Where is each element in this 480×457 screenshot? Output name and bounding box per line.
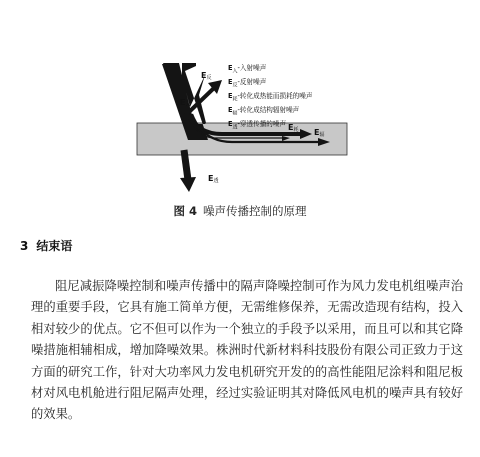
paragraph-line: 方面的研究工作，针对大功率风力发电机研究开发的的高性能阻尼涂料和阻尼板	[31, 364, 463, 379]
legend-symbol-sub: 透	[232, 123, 238, 130]
label-e-struct-sub: 辐	[319, 132, 325, 138]
paragraph-line: 噪措施相辅相成，增加降噪效果。株洲时代新材料科技股份有限公司正致力于这	[31, 343, 463, 358]
paragraph-line: 材对风电机舱进行阻尼隔声处理，经过实验证明其对降低风电机的噪声具有较好	[31, 386, 463, 401]
label-e-reflected	[201, 71, 211, 81]
label-e-transmitted-text: E	[208, 174, 214, 183]
legend-symbol: E	[228, 119, 233, 128]
paragraph-line: 的效果。	[31, 407, 81, 422]
legend-item	[228, 105, 312, 119]
label-e-struct	[314, 128, 324, 138]
paragraph-line: 相对较少的优点。它不但可以作为一个独立的手段予以采用，而且可以和其它降	[31, 321, 463, 336]
label-e-reflected-sub: 反	[206, 75, 212, 81]
conclusion-paragraph	[31, 276, 463, 426]
legend-symbol-sub: 耗	[232, 96, 238, 103]
label-e-heat-sub: 耗	[293, 127, 299, 133]
legend-text: -入射噪声	[237, 64, 267, 72]
paragraph-line: 阻尼减振降噪控制和噪声传播中的隔声降噪控制可作为风力发电机组噪声治	[55, 279, 463, 293]
label-e-reflected-text: E	[201, 71, 207, 80]
legend-symbol: E	[228, 91, 233, 100]
label-e-in-text: E	[180, 98, 186, 107]
legend-text: -穿透传播的噪声	[237, 119, 287, 128]
legend-text: -反射噪声	[237, 77, 267, 86]
legend-symbol: E	[228, 64, 233, 72]
label-e-heat-text: E	[288, 123, 294, 132]
legend-symbol-sub: 入	[232, 68, 238, 75]
figure-caption	[0, 203, 480, 219]
legend-symbol-sub: 反	[232, 82, 238, 89]
legend-symbol-sub: 辐	[232, 110, 238, 117]
section-heading	[20, 237, 72, 254]
paragraph-line: 理的重要手段，它具有施工简单方便，无需维修保养，无需改造现有结构，投入	[31, 300, 463, 315]
noise-propagation-figure	[0, 0, 480, 218]
label-e-struct-text: E	[314, 128, 320, 137]
legend-text: -转化成结构辐射噪声	[237, 105, 300, 114]
label-e-transmitted	[208, 174, 218, 184]
figure-caption-number: 图 4	[173, 204, 197, 218]
legend-item	[228, 63, 312, 77]
legend-item	[228, 91, 312, 105]
section-title: 结束语	[36, 239, 73, 253]
label-e-in	[180, 98, 190, 108]
label-e-in-sub: 入	[185, 102, 191, 108]
figure-legend	[228, 63, 312, 133]
legend-symbol: E	[228, 105, 233, 114]
legend-symbol: E	[228, 77, 233, 86]
legend-item	[228, 119, 312, 133]
figure-caption-text: 噪声传播控制的原理	[203, 204, 307, 218]
transmitted-arrow-head	[180, 177, 196, 192]
legend-text: -转化成热能而损耗的噪声	[237, 91, 313, 100]
label-e-transmitted-sub: 透	[213, 178, 219, 184]
section-number: 3	[20, 239, 29, 253]
legend-item	[228, 77, 312, 91]
transmitted-arrow-line	[184, 150, 188, 180]
